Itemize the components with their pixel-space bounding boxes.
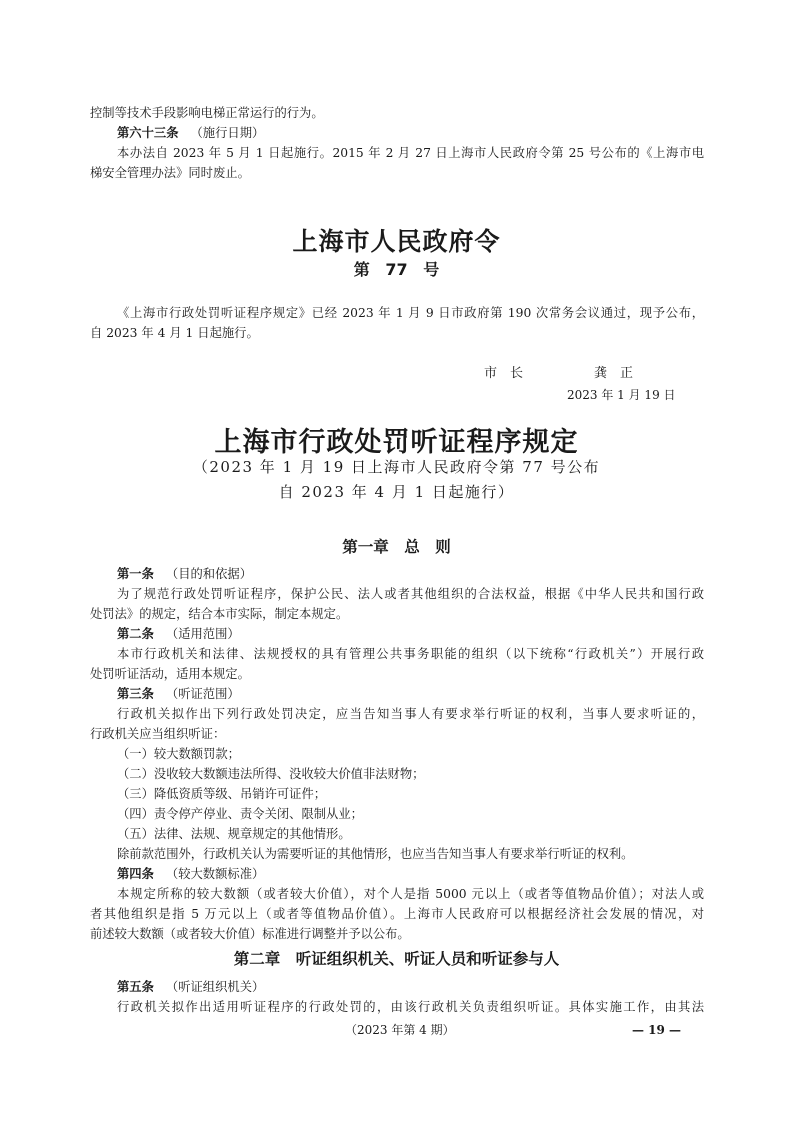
text-line [90,904,704,924]
chapter-1-heading: 第一章 总 则 [342,538,451,556]
line-text: 行政机关拟作出下列行政处罚决定，应当告知当事人有要求举行听证的权利，当事人要求听证的， [117,707,704,721]
page-number: — 19 — [632,1023,682,1037]
text-line [90,644,704,664]
chapter-2-heading: 第二章 听证组织机关、听证人员和听证参与人 [233,950,560,968]
text-line [90,824,704,844]
chapter-1-body [90,564,704,944]
chapter-2-body [90,977,704,1017]
decree-title: 上海市人民政府令 [292,227,501,256]
line-text: 本规定所称的较大数额（或者较大价值），对个人是指 5000 元以上（或者等值物品价值）；对法人或 [117,887,704,901]
article-topic: （施行日期） [190,126,265,140]
text-line [90,163,704,183]
line-text: 行政机关应当组织听证： [90,727,226,741]
text-line [90,844,704,864]
article-heading-line [90,864,704,884]
line-text: 处罚法》的规定，结合本市实际，制定本规定。 [90,607,349,621]
article-number: 第四条 [117,867,154,881]
line-text: 自 2023 年 4 月 1 日起施行。 [90,326,259,340]
line-text: 前述较大数额（或者较大价值）标准进行调整并予以公布。 [90,927,410,941]
article-topic: （适用范围） [165,627,240,641]
line-text: 处罚听证活动，适用本规定。 [90,667,250,681]
line-text: （五）法律、法规、规章规定的其他情形。 [117,827,351,841]
article-topic: （目的和依据） [165,567,252,581]
text-line [90,664,704,684]
article-topic: （听证范围） [165,687,240,701]
signer-title: 市 长 [484,366,524,381]
article-number: 第六十三条 [117,126,179,140]
article-number: 第五条 [117,980,154,994]
signer-name: 龚 正 [594,366,634,381]
article-number: 第二条 [117,627,154,641]
article-topic: （较大数额标准） [165,867,265,881]
text-line [90,604,704,624]
line-text: 者其他组织是指 5 万元以上（或者等值物品价值）。上海市人民政府可以根据经济社会发展的情况，对 [90,907,704,921]
text-line [90,584,704,604]
article-number: 第三条 [117,687,154,701]
regulation-subtitle-1: （2023 年 1 月 19 日上海市人民政府令第 77 号公布 [192,458,601,476]
line-text: 本市行政机关和法律、法规授权的具有管理公共事务职能的组织（以下统称“行政机关”）开展行政 [117,647,704,661]
regulation-title: 上海市行政处罚听证程序规定 [214,427,579,458]
text-line [90,764,704,784]
line-text: 梯安全管理办法》同时废止。 [90,166,250,180]
decree-date: 2023 年 1 月 19 日 [567,388,676,402]
article-topic: （听证组织机关） [165,980,265,994]
line-text: （二）没收较大数额违法所得、没收较大价值非法财物； [117,767,425,781]
text-line [90,784,704,804]
line-text: 行政机关拟作出适用听证程序的行政处罚的，由该行政机关负责组织听证。具体实施工作，由其法 [117,1000,704,1014]
issue-label: （2023 年第 4 期） [345,1023,455,1037]
line-text: 为了规范行政处罚听证程序，保护公民、法人或者其他组织的合法权益，根据《中华人民共和国行政 [117,587,704,601]
line-text: 《上海市行政处罚听证程序规定》已经 2023 年 1 月 9 日市政府第 190 次常务会议通过，现予公布， [117,306,704,320]
line-text: （三）降低资质等级、吊销许可证件； [117,787,327,801]
text-line [90,704,704,724]
article-heading-line [90,564,704,584]
article-heading-line [90,684,704,704]
line-text: 控制等技术手段影响电梯正常运行的行为。 [90,106,324,120]
text-line [90,884,704,904]
line-text: （四）责令停产停业、责令关闭、限制从业； [117,807,363,821]
text-line [90,323,704,343]
line-text: 本办法自 2023 年 5 月 1 日起施行。2015 年 2 月 27 日上海市人民政府令第 25 号公布的《上海市电 [117,146,704,160]
decree-number: 第 77 号 [353,260,440,279]
text-line [90,143,704,163]
text-line [90,303,704,323]
text-line [90,997,704,1017]
article-heading-line [90,624,704,644]
article-number: 第一条 [117,567,154,581]
decree-paragraph [90,303,704,343]
regulation-subtitle-2: 自 2023 年 4 月 1 日起施行） [278,483,515,501]
line-text: （一）较大数额罚款； [117,747,240,761]
text-line [90,804,704,824]
text-line [90,724,704,744]
previous-regulation-end [90,103,704,183]
article-heading-line [90,123,704,143]
text-line [90,744,704,764]
text-line [90,103,704,123]
text-line [90,924,704,944]
line-text: 除前款范围外，行政机关认为需要听证的其他情形，也应当告知当事人有要求举行听证的权利。 [117,847,634,861]
article-heading-line [90,977,704,997]
